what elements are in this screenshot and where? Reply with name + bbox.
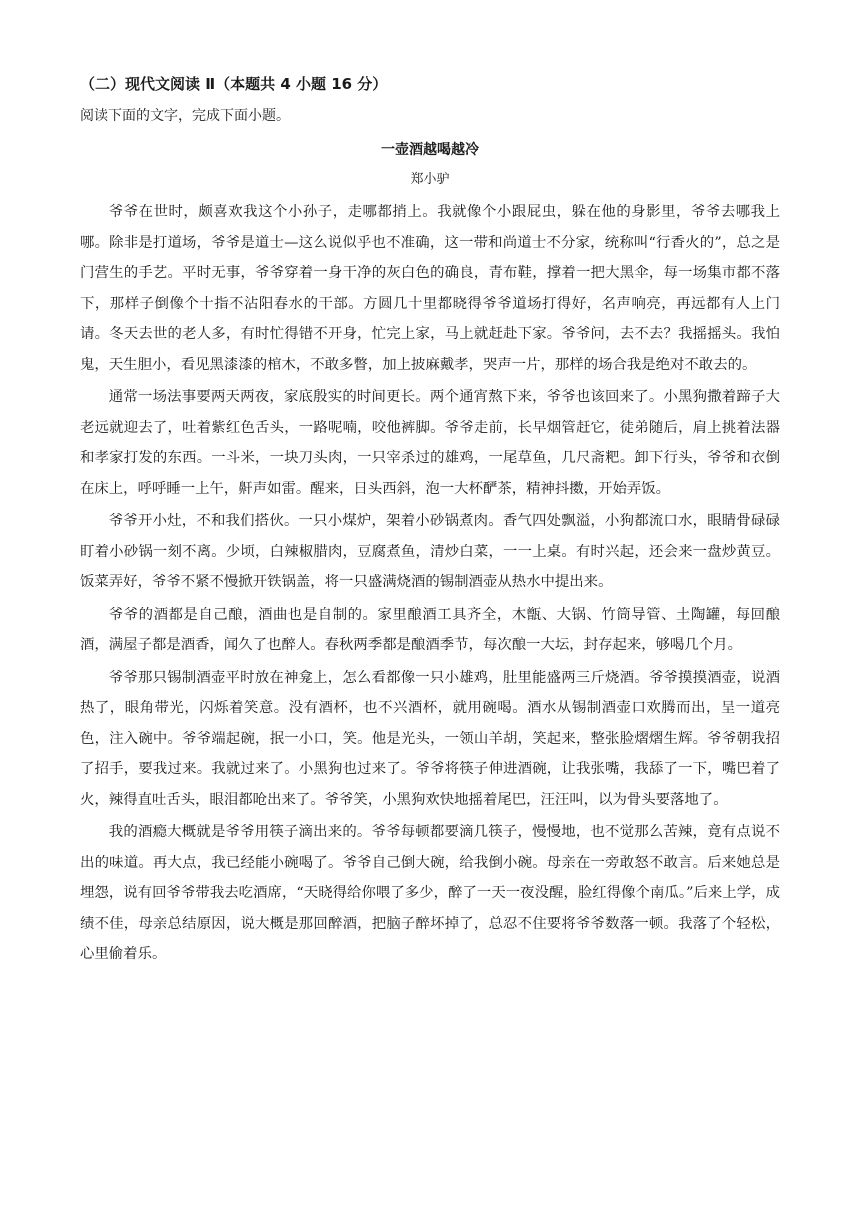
section-heading: （二）现代文阅读 Ⅱ（本题共 4 小题 16 分） <box>80 75 388 93</box>
reading-instruction: 阅读下面的文字，完成下面小题。 <box>80 108 290 124</box>
article-paragraph: 爷爷的酒都是自己酿，酒曲也是自制的。家里酿酒工具齐全，木甑、大锅、竹筒导管、土陶罐，每回酿酒，满屋子都是酒香，闻久了也醉人。春秋两季都是酿酒季节，每次酿一大坛，封存起来，够喝几个月。 <box>80 606 780 653</box>
article-author: 郑小驴 <box>410 172 450 187</box>
article-body <box>80 197 780 970</box>
article-paragraph: 通常一场法事要两天两夜，家底殷实的时间更长。两个通宵熬下来，爷爷也该回来了。小黑狗撒着蹄子大老远就迎去了，吐着紫红色舌头，一路呢喃，咬他裤脚。爷爷走前，长早烟管赶它，徒弟随后，肩上挑着法器和孝家打发的东西。一斗米，一块刀头肉，一只宰杀过的雄鸡，一尾草鱼，几尺斋粑。卸下行头，爷爷和衣倒在床上，呼呼睡一上午，鼾声如雷。醒来，日头西斜，泡一大杯酽茶，精神抖擞，开始弄饭。 <box>80 389 780 497</box>
article-paragraph: 我的酒瘾大概就是爷爷用筷子滴出来的。爷爷每顿都要滴几筷子，慢慢地，也不觉那么苦辣，竟有点说不出的味道。再大点，我已经能小碗喝了。爷爷自己倒大碗，给我倒小碗。母亲在一旁敢怒不敢言。后来她总是埋怨，说有回爷爷带我去吃酒席，“天晓得给你喂了多少，醉了一天一夜没醒，脸红得像个南瓜。”后来上学，成绩不佳，母亲总结原因，说大概是那回醉酒，把脑子醉坏掉了，总忍不住要将爷爷数落一顿。我落了个轻松，心里偷着乐。 <box>80 824 780 962</box>
article-paragraph: 爷爷在世时，颇喜欢我这个小孙子，走哪都捎上。我就像个小跟屁虫，躲在他的身影里，爷爷去哪我上哪。除非是打道场，爷爷是道士—这么说似乎也不准确，这一带和尚道士不分家，统称叫“行香火的”，总之是门营生的手艺。平时无事，爷爷穿着一身干净的灰白色的确良，青布鞋，撑着一把大黑伞，每一场集市都不落下，那样子倒像个十指不沾阳春水的干部。方圆几十里都晓得爷爷道场打得好，名声响亮，再远都有人上门请。冬天去世的老人多，有时忙得错不开身，忙完上家，马上就赶赴下家。爷爷问，去不去？我摇摇头。我怕鬼，天生胆小，看见黑漆漆的棺木，不敢多瞥，加上披麻戴孝，哭声一片，那样的场合我是绝对不敢去的。 <box>80 204 780 373</box>
article-title: 一壶酒越喝越冷 <box>381 142 479 158</box>
article-paragraph: 爷爷那只锡制酒壶平时放在神龛上，怎么看都像一只小雄鸡，肚里能盛两三斤烧酒。爷爷摸摸酒壶，说酒热了，眼角带光，闪烁着笑意。没有酒杯，也不兴酒杯，就用碗喝。酒水从锡制酒壶口欢腾而出，呈一道亮色，注入碗中。爷爷端起碗，抿一小口，笑。他是光头，一领山羊胡，笑起来，整张脸熠熠生辉。爷爷朝我招了招手，要我过来。我就过来了。小黑狗也过来了。爷爷将筷子伸进酒碗，让我张嘴，我舔了一下，嘴巴着了火，辣得直吐舌头，眼泪都呛出来了。爷爷笑，小黑狗欢快地摇着尾巴，汪汪叫，以为骨头要落地了。 <box>80 669 780 808</box>
article-paragraph: 爷爷开小灶，不和我们搭伙。一只小煤炉，架着小砂锅煮肉。香气四处飘溢，小狗都流口水，眼睛骨碌碌盯着小砂锅一刻不离。少顷，白辣椒腊肉，豆腐煮鱼，清炒白菜，一一上桌。有时兴起，还会来一盘炒黄豆。饭菜弄好，爷爷不紧不慢掀开铁锅盖，将一只盛满烧酒的锡制酒壶从热水中提出来。 <box>80 513 780 590</box>
